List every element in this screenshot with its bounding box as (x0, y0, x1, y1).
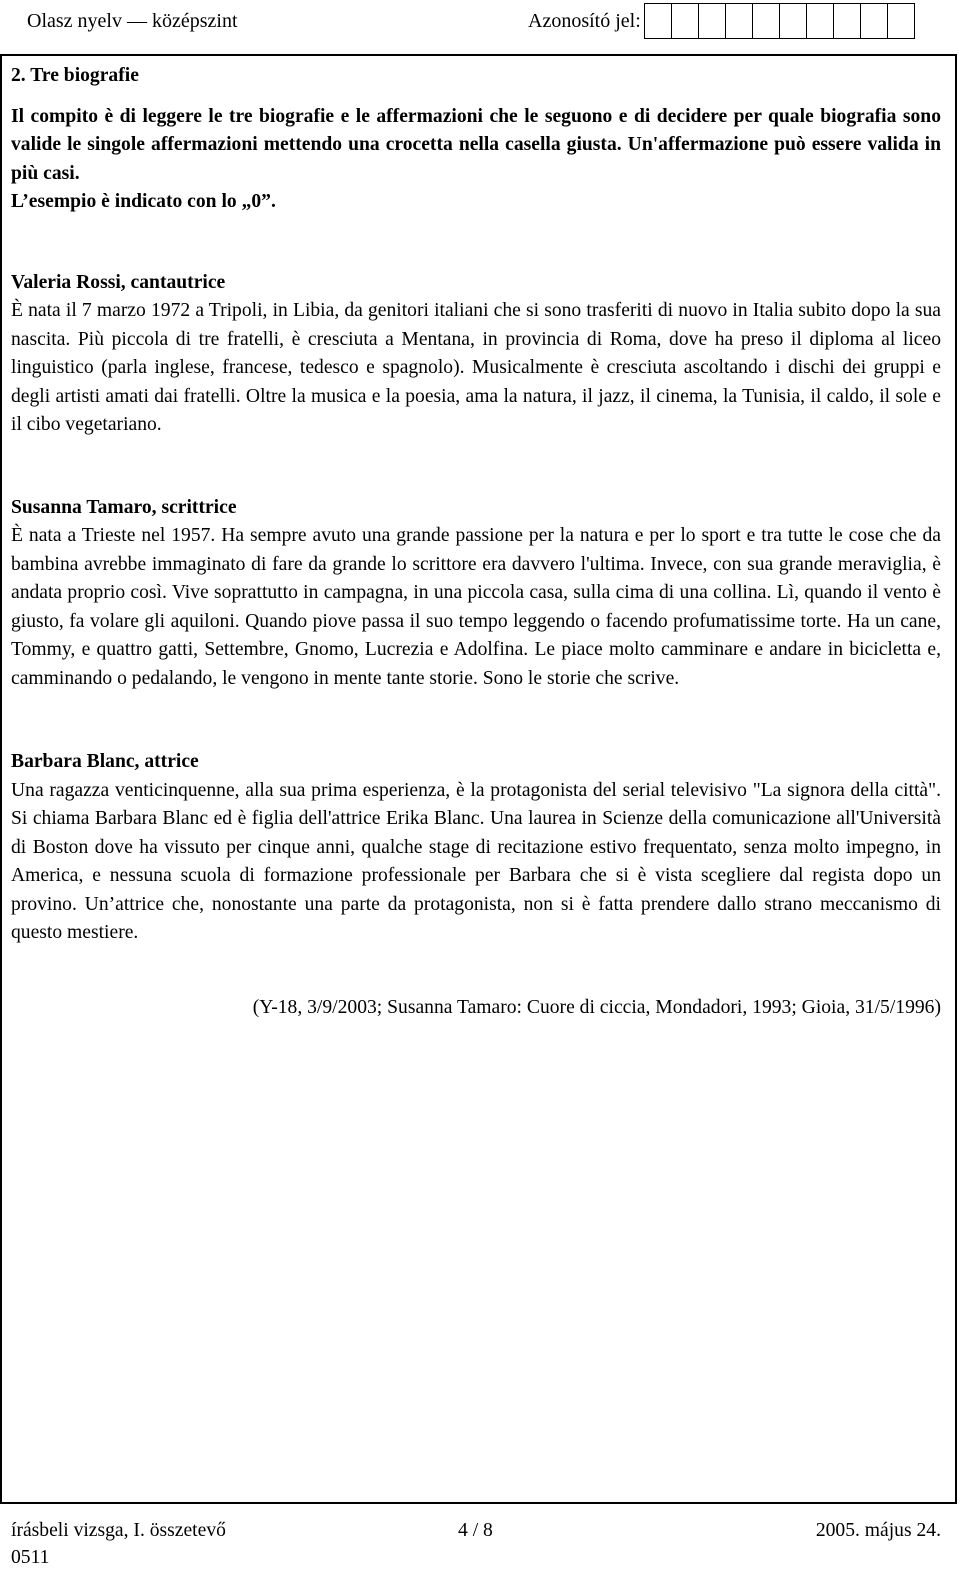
id-box[interactable] (806, 3, 834, 39)
task-content (11, 62, 941, 1022)
bio-text: Una ragazza venticinquenne, alla sua prima esperienza, è la protagonista del serial televisivo "La signora della città". Si chiama Barbara Blanc ed è figlia dell'attrice Erika Blanc. Una laurea in Scienze della comunicazione all'Università di Boston dove ha vissuto per cinque anni, qualche stage di recitazione estivo frequentato, senza molto impegno, in America, e nessuna scuola di formazione professionale per Barbara che si è vista scegliere dal regista dopo un provino. Un’attrice che, nonostante una parte da protagonista, non si è fatta prendere dallo strano meccanismo di questo mestiere. (11, 779, 941, 943)
instruction-line: L’esempio è indicato con lo „0”. (11, 191, 276, 212)
id-box[interactable] (887, 3, 915, 39)
bio-name: Susanna Tamaro, scrittrice (11, 496, 237, 518)
instruction-line: Il compito è di leggere le tre biografie e le affermazioni che le seguono e di decidere per quale biografia sono valide le singole affermazioni mettendo una crocetta nella casella giusta. Un'affermazione può essere valida in più casi. (11, 105, 941, 184)
id-boxes (645, 3, 915, 39)
task-title: 2. Tre biografie (11, 65, 139, 86)
id-box[interactable] (644, 3, 672, 39)
bio-block (11, 748, 941, 948)
id-box[interactable] (860, 3, 888, 39)
id-box[interactable] (698, 3, 726, 39)
bio-text: È nata a Trieste nel 1957. Ha sempre avuto una grande passione per la natura e per lo sport e tra tutte le cose che da bambina avrebbe immaginato di fare da grande lo scrittore era davvero l'ultima. Invece, con sua grande meraviglia, è andata proprio così. Vive soprattutto in campagna, in una piccola casa, sulla cima di una collina. Lì, quando il vento è giusto, fa volare gli aquiloni. Quando piove passa il suo tempo leggendo o facendo profumatissime torte. Ha un cane, Tommy, e quattro gatti, Settembre, Gnomo, Lucrezia e Adolfina. Le piace molto camminare e andare in bicicletta e, camminando o pedalando, le vengono in mente tante storie. Sono le storie che scrive. (11, 525, 941, 689)
header-subject: Olasz nyelv — középszint (27, 10, 238, 32)
id-box[interactable] (671, 3, 699, 39)
source-citation: (Y-18, 3/9/2003; Susanna Tamaro: Cuore di ciccia, Mondadori, 1993; Gioia, 31/5/1996) (252, 996, 941, 1018)
bio-name: Barbara Blanc, attrice (11, 751, 199, 772)
id-box[interactable] (725, 3, 753, 39)
bio-name: Valeria Rossi, cantautrice (11, 271, 226, 293)
id-label: Azonosító jel: (528, 10, 641, 32)
id-box[interactable] (752, 3, 780, 39)
footer-code: 0511 (11, 1547, 50, 1568)
footer-date: 2005. május 24. (815, 1520, 941, 1541)
id-box[interactable] (833, 3, 861, 39)
footer-page-number: 4 / 8 (458, 1520, 493, 1541)
id-box[interactable] (779, 3, 807, 39)
bio-block (11, 494, 941, 694)
bio-text: È nata il 7 marzo 1972 a Tripoli, in Libia, da genitori italiani che si sono trasferiti di nuovo in Italia subito dopo la sua nascita. Più piccola di tre fratelli, è cresciuta a Mentana, in provincia di Roma, dove ha preso il diploma al liceo linguistico (parla inglese, francese, tedesco e spagnolo). Musicalmente è cresciuta ascoltando i dischi dei gruppi e degli artisti amati dai fratelli. Oltre la musica e la poesia, ama la natura, il jazz, il cinema, la Tunisia, il caldo, il sole e il cibo vegetariano. (11, 300, 941, 435)
bio-block (11, 269, 941, 440)
task-instructions (11, 103, 941, 217)
footer-exam-part: írásbeli vizsga, I. összetevő (11, 1520, 226, 1541)
